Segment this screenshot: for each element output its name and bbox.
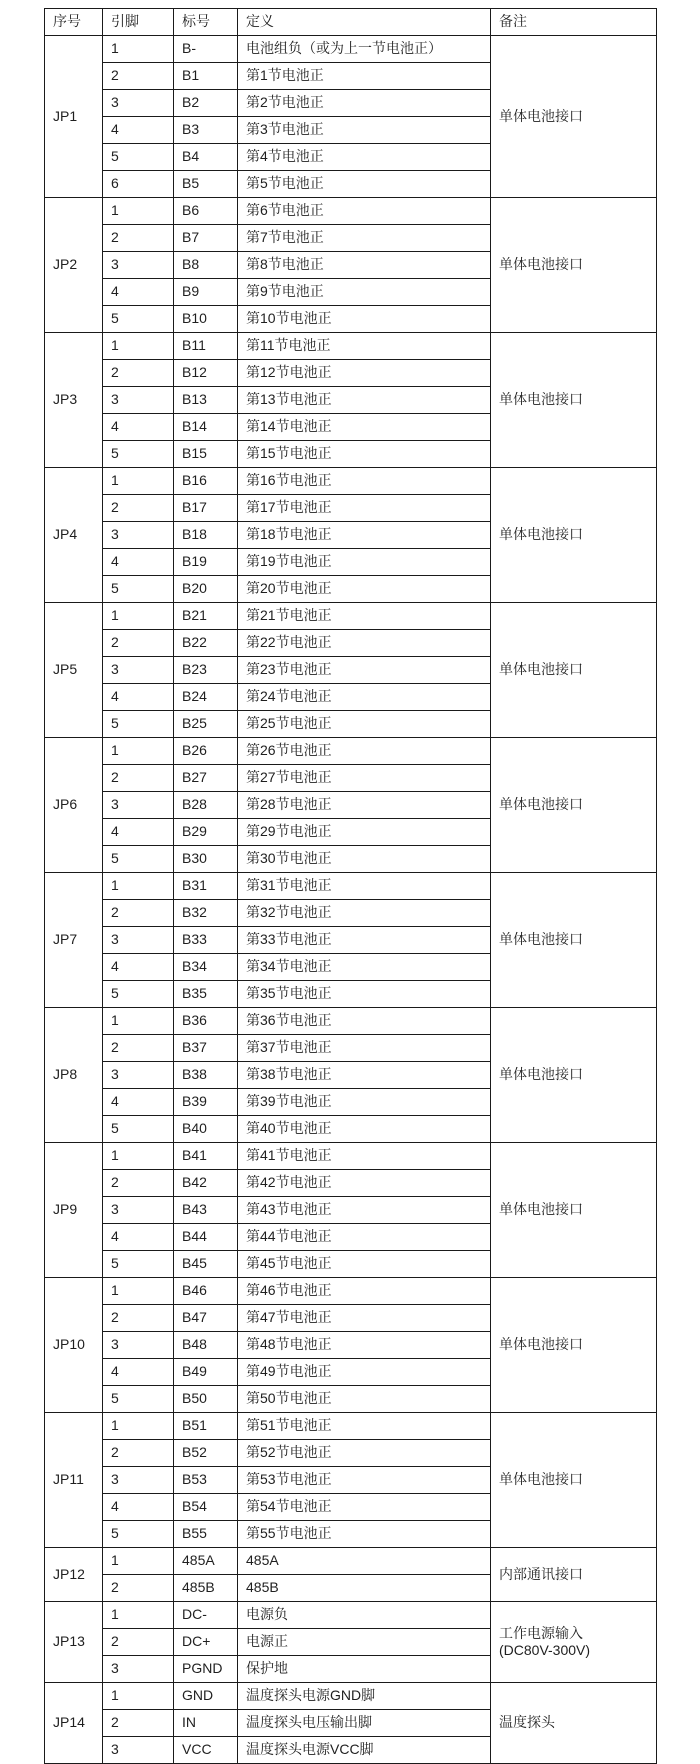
table-row (45, 468, 657, 495)
remark-cell: 单体电池接口 (491, 333, 657, 468)
signal-label-cell: B55 (174, 1521, 238, 1548)
signal-label-cell: B12 (174, 360, 238, 387)
definition-cell: 第28节电池正 (238, 792, 491, 819)
signal-label-cell: B2 (174, 90, 238, 117)
definition-cell: 第50节电池正 (238, 1386, 491, 1413)
pin-number-cell: 6 (103, 171, 174, 198)
definition-cell: 第8节电池正 (238, 252, 491, 279)
signal-label-cell: B15 (174, 441, 238, 468)
pin-number-cell: 3 (103, 252, 174, 279)
header-pin: 引脚 (103, 9, 174, 36)
signal-label-cell: DC- (174, 1602, 238, 1629)
pin-number-cell: 3 (103, 792, 174, 819)
signal-label-cell: IN (174, 1710, 238, 1737)
definition-cell: 第3节电池正 (238, 117, 491, 144)
pin-number-cell: 1 (103, 1278, 174, 1305)
connector-id-cell: JP3 (45, 333, 103, 468)
signal-label-cell: B46 (174, 1278, 238, 1305)
definition-cell: 第45节电池正 (238, 1251, 491, 1278)
definition-cell: 第51节电池正 (238, 1413, 491, 1440)
signal-label-cell: B32 (174, 900, 238, 927)
signal-label-cell: B1 (174, 63, 238, 90)
definition-cell: 第17节电池正 (238, 495, 491, 522)
definition-cell: 第14节电池正 (238, 414, 491, 441)
pin-number-cell: 4 (103, 684, 174, 711)
pin-number-cell: 5 (103, 981, 174, 1008)
pin-number-cell: 3 (103, 1467, 174, 1494)
signal-label-cell: B36 (174, 1008, 238, 1035)
signal-label-cell: B8 (174, 252, 238, 279)
header-label: 标号 (174, 9, 238, 36)
pin-table-body (45, 36, 657, 1764)
pin-number-cell: 2 (103, 63, 174, 90)
pin-number-cell: 5 (103, 441, 174, 468)
pin-number-cell: 5 (103, 1116, 174, 1143)
table-row (45, 1548, 657, 1575)
pin-number-cell: 3 (103, 927, 174, 954)
connector-id-cell: JP5 (45, 603, 103, 738)
definition-cell: 保护地 (238, 1656, 491, 1683)
definition-cell: 第36节电池正 (238, 1008, 491, 1035)
signal-label-cell: B7 (174, 225, 238, 252)
definition-cell: 第39节电池正 (238, 1089, 491, 1116)
definition-cell: 第54节电池正 (238, 1494, 491, 1521)
definition-cell: 第44节电池正 (238, 1224, 491, 1251)
definition-cell: 第37节电池正 (238, 1035, 491, 1062)
signal-label-cell: B26 (174, 738, 238, 765)
definition-cell: 第4节电池正 (238, 144, 491, 171)
remark-cell: 单体电池接口 (491, 1278, 657, 1413)
signal-label-cell: B10 (174, 306, 238, 333)
remark-cell: 单体电池接口 (491, 873, 657, 1008)
pin-number-cell: 4 (103, 414, 174, 441)
definition-cell: 第42节电池正 (238, 1170, 491, 1197)
signal-label-cell: GND (174, 1683, 238, 1710)
pin-number-cell: 4 (103, 1224, 174, 1251)
signal-label-cell: B14 (174, 414, 238, 441)
pin-definition-table (44, 8, 657, 1764)
table-row (45, 738, 657, 765)
pin-number-cell: 1 (103, 1008, 174, 1035)
pin-number-cell: 4 (103, 1494, 174, 1521)
definition-cell: 第12节电池正 (238, 360, 491, 387)
pin-number-cell: 2 (103, 900, 174, 927)
table-row (45, 1278, 657, 1305)
pin-number-cell: 1 (103, 1548, 174, 1575)
pin-number-cell: 4 (103, 1359, 174, 1386)
pin-number-cell: 5 (103, 144, 174, 171)
connector-id-cell: JP7 (45, 873, 103, 1008)
signal-label-cell: B22 (174, 630, 238, 657)
definition-cell: 485A (238, 1548, 491, 1575)
connector-id-cell: JP8 (45, 1008, 103, 1143)
pin-number-cell: 2 (103, 1305, 174, 1332)
remark-cell: 单体电池接口 (491, 198, 657, 333)
connector-id-cell: JP10 (45, 1278, 103, 1413)
signal-label-cell: 485B (174, 1575, 238, 1602)
signal-label-cell: B35 (174, 981, 238, 1008)
definition-cell: 温度探头电源GND脚 (238, 1683, 491, 1710)
definition-cell: 第10节电池正 (238, 306, 491, 333)
signal-label-cell: B30 (174, 846, 238, 873)
remark-cell: 单体电池接口 (491, 738, 657, 873)
definition-cell: 电源负 (238, 1602, 491, 1629)
definition-cell: 第31节电池正 (238, 873, 491, 900)
signal-label-cell: B21 (174, 603, 238, 630)
table-row (45, 873, 657, 900)
signal-label-cell: B4 (174, 144, 238, 171)
definition-cell: 第29节电池正 (238, 819, 491, 846)
definition-cell: 第25节电池正 (238, 711, 491, 738)
signal-label-cell: B13 (174, 387, 238, 414)
remark-cell: 单体电池接口 (491, 1008, 657, 1143)
definition-cell: 第38节电池正 (238, 1062, 491, 1089)
pin-number-cell: 3 (103, 522, 174, 549)
remark-cell: 工作电源输入 (DC80V-300V) (491, 1602, 657, 1683)
connector-id-cell: JP14 (45, 1683, 103, 1764)
definition-cell: 第16节电池正 (238, 468, 491, 495)
pin-number-cell: 1 (103, 603, 174, 630)
signal-label-cell: B20 (174, 576, 238, 603)
definition-cell: 第48节电池正 (238, 1332, 491, 1359)
remark-cell: 单体电池接口 (491, 1143, 657, 1278)
pin-number-cell: 4 (103, 279, 174, 306)
pin-number-cell: 1 (103, 1602, 174, 1629)
definition-cell: 第18节电池正 (238, 522, 491, 549)
pin-number-cell: 5 (103, 576, 174, 603)
signal-label-cell: B54 (174, 1494, 238, 1521)
definition-cell: 第41节电池正 (238, 1143, 491, 1170)
definition-cell: 第7节电池正 (238, 225, 491, 252)
definition-cell: 第13节电池正 (238, 387, 491, 414)
signal-label-cell: B53 (174, 1467, 238, 1494)
definition-cell: 第11节电池正 (238, 333, 491, 360)
signal-label-cell: B16 (174, 468, 238, 495)
definition-cell: 第27节电池正 (238, 765, 491, 792)
signal-label-cell: B3 (174, 117, 238, 144)
definition-cell: 第6节电池正 (238, 198, 491, 225)
pin-number-cell: 3 (103, 657, 174, 684)
signal-label-cell: B17 (174, 495, 238, 522)
pin-number-cell: 1 (103, 873, 174, 900)
signal-label-cell: B25 (174, 711, 238, 738)
signal-label-cell: B38 (174, 1062, 238, 1089)
pin-number-cell: 2 (103, 765, 174, 792)
signal-label-cell: B47 (174, 1305, 238, 1332)
pin-number-cell: 3 (103, 1197, 174, 1224)
signal-label-cell: B29 (174, 819, 238, 846)
table-row (45, 36, 657, 63)
pin-number-cell: 5 (103, 1521, 174, 1548)
signal-label-cell: B52 (174, 1440, 238, 1467)
definition-cell: 第53节电池正 (238, 1467, 491, 1494)
table-header-row (45, 9, 657, 36)
signal-label-cell: B48 (174, 1332, 238, 1359)
definition-cell: 第24节电池正 (238, 684, 491, 711)
signal-label-cell: B11 (174, 333, 238, 360)
definition-cell: 485B (238, 1575, 491, 1602)
pin-number-cell: 2 (103, 1035, 174, 1062)
pin-number-cell: 1 (103, 1143, 174, 1170)
table-row (45, 1683, 657, 1710)
definition-cell: 第49节电池正 (238, 1359, 491, 1386)
pin-number-cell: 3 (103, 1737, 174, 1764)
pin-number-cell: 4 (103, 1089, 174, 1116)
signal-label-cell: B40 (174, 1116, 238, 1143)
signal-label-cell: B31 (174, 873, 238, 900)
definition-cell: 第5节电池正 (238, 171, 491, 198)
signal-label-cell: B43 (174, 1197, 238, 1224)
signal-label-cell: B6 (174, 198, 238, 225)
connector-id-cell: JP13 (45, 1602, 103, 1683)
signal-label-cell: B37 (174, 1035, 238, 1062)
pin-number-cell: 2 (103, 1440, 174, 1467)
definition-cell: 第33节电池正 (238, 927, 491, 954)
pin-number-cell: 3 (103, 1332, 174, 1359)
table-row (45, 1413, 657, 1440)
definition-cell: 第19节电池正 (238, 549, 491, 576)
definition-cell: 第2节电池正 (238, 90, 491, 117)
definition-cell: 温度探头电压输出脚 (238, 1710, 491, 1737)
signal-label-cell: B23 (174, 657, 238, 684)
definition-cell: 第43节电池正 (238, 1197, 491, 1224)
connector-id-cell: JP12 (45, 1548, 103, 1602)
pin-number-cell: 1 (103, 36, 174, 63)
pin-number-cell: 2 (103, 630, 174, 657)
definition-cell: 温度探头电源VCC脚 (238, 1737, 491, 1764)
definition-cell: 第9节电池正 (238, 279, 491, 306)
pin-number-cell: 1 (103, 333, 174, 360)
definition-cell: 第46节电池正 (238, 1278, 491, 1305)
signal-label-cell: B45 (174, 1251, 238, 1278)
pin-number-cell: 2 (103, 1629, 174, 1656)
remark-cell: 单体电池接口 (491, 1413, 657, 1548)
remark-cell: 温度探头 (491, 1683, 657, 1764)
signal-label-cell: B41 (174, 1143, 238, 1170)
pin-number-cell: 5 (103, 711, 174, 738)
definition-cell: 第30节电池正 (238, 846, 491, 873)
pin-number-cell: 1 (103, 1683, 174, 1710)
definition-cell: 第32节电池正 (238, 900, 491, 927)
pin-number-cell: 5 (103, 306, 174, 333)
signal-label-cell: B44 (174, 1224, 238, 1251)
remark-cell: 单体电池接口 (491, 36, 657, 198)
definition-cell: 第47节电池正 (238, 1305, 491, 1332)
definition-cell: 第26节电池正 (238, 738, 491, 765)
pin-number-cell: 4 (103, 549, 174, 576)
header-definition: 定义 (238, 9, 491, 36)
pin-number-cell: 1 (103, 468, 174, 495)
pin-number-cell: 3 (103, 387, 174, 414)
connector-id-cell: JP9 (45, 1143, 103, 1278)
signal-label-cell: B51 (174, 1413, 238, 1440)
signal-label-cell: B24 (174, 684, 238, 711)
signal-label-cell: B49 (174, 1359, 238, 1386)
definition-cell: 第21节电池正 (238, 603, 491, 630)
definition-cell: 第20节电池正 (238, 576, 491, 603)
header-seq: 序号 (45, 9, 103, 36)
remark-cell: 内部通讯接口 (491, 1548, 657, 1602)
definition-cell: 第22节电池正 (238, 630, 491, 657)
table-row (45, 1008, 657, 1035)
definition-cell: 第52节电池正 (238, 1440, 491, 1467)
signal-label-cell: B28 (174, 792, 238, 819)
table-row (45, 1143, 657, 1170)
connector-id-cell: JP6 (45, 738, 103, 873)
connector-id-cell: JP1 (45, 36, 103, 198)
signal-label-cell: VCC (174, 1737, 238, 1764)
pin-number-cell: 2 (103, 225, 174, 252)
signal-label-cell: B- (174, 36, 238, 63)
definition-cell: 电源正 (238, 1629, 491, 1656)
signal-label-cell: B9 (174, 279, 238, 306)
pin-number-cell: 2 (103, 1170, 174, 1197)
pin-number-cell: 5 (103, 1386, 174, 1413)
definition-cell: 第34节电池正 (238, 954, 491, 981)
signal-label-cell: B39 (174, 1089, 238, 1116)
pin-number-cell: 4 (103, 117, 174, 144)
pin-number-cell: 4 (103, 954, 174, 981)
table-row (45, 198, 657, 225)
connector-id-cell: JP4 (45, 468, 103, 603)
signal-label-cell: DC+ (174, 1629, 238, 1656)
pin-number-cell: 1 (103, 738, 174, 765)
pin-number-cell: 5 (103, 846, 174, 873)
pin-number-cell: 2 (103, 360, 174, 387)
definition-cell: 第15节电池正 (238, 441, 491, 468)
signal-label-cell: 485A (174, 1548, 238, 1575)
definition-cell: 电池组负（或为上一节电池正） (238, 36, 491, 63)
signal-label-cell: B50 (174, 1386, 238, 1413)
remark-cell: 单体电池接口 (491, 603, 657, 738)
signal-label-cell: B18 (174, 522, 238, 549)
definition-cell: 第40节电池正 (238, 1116, 491, 1143)
definition-cell: 第55节电池正 (238, 1521, 491, 1548)
pin-number-cell: 3 (103, 90, 174, 117)
pin-number-cell: 2 (103, 495, 174, 522)
signal-label-cell: B42 (174, 1170, 238, 1197)
pin-number-cell: 5 (103, 1251, 174, 1278)
pin-number-cell: 2 (103, 1710, 174, 1737)
pin-number-cell: 4 (103, 819, 174, 846)
definition-cell: 第23节电池正 (238, 657, 491, 684)
definition-cell: 第1节电池正 (238, 63, 491, 90)
signal-label-cell: PGND (174, 1656, 238, 1683)
connector-id-cell: JP2 (45, 198, 103, 333)
pin-number-cell: 1 (103, 198, 174, 225)
connector-id-cell: JP11 (45, 1413, 103, 1548)
signal-label-cell: B19 (174, 549, 238, 576)
signal-label-cell: B27 (174, 765, 238, 792)
signal-label-cell: B34 (174, 954, 238, 981)
header-remark: 备注 (491, 9, 657, 36)
table-row (45, 333, 657, 360)
remark-cell: 单体电池接口 (491, 468, 657, 603)
pin-number-cell: 3 (103, 1656, 174, 1683)
pin-number-cell: 1 (103, 1413, 174, 1440)
table-row (45, 603, 657, 630)
definition-cell: 第35节电池正 (238, 981, 491, 1008)
pin-number-cell: 3 (103, 1062, 174, 1089)
table-row (45, 1602, 657, 1629)
signal-label-cell: B5 (174, 171, 238, 198)
signal-label-cell: B33 (174, 927, 238, 954)
pin-number-cell: 2 (103, 1575, 174, 1602)
